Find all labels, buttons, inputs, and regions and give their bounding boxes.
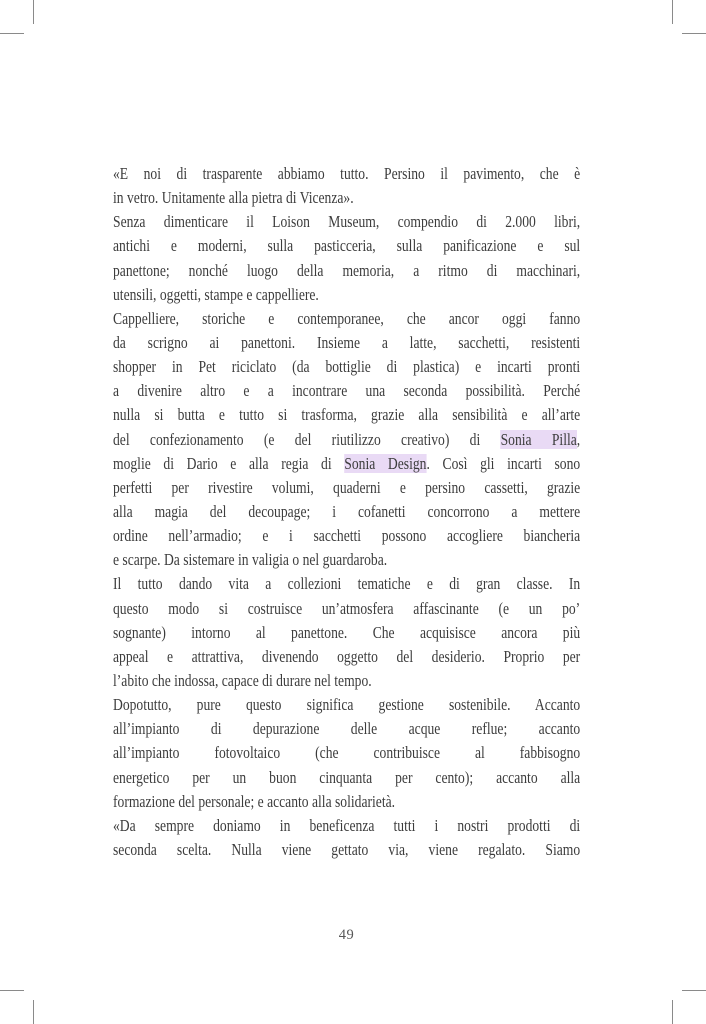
text-line: formazione del personale; e accanto alla solidarietà. — [113, 791, 396, 811]
crop-mark-top-left-vertical — [33, 0, 34, 24]
text-line: panettone; nonché luogo della memoria, a ritmo di macchinari, — [113, 260, 581, 280]
text-line: appeal e attrattiva, divenendo oggetto del desiderio. Proprio per — [113, 646, 581, 666]
crop-mark-top-right-horizontal — [682, 33, 706, 34]
text-line: seconda scelta. Nulla viene gettato via, viene regalato. Siamo — [113, 839, 581, 859]
text-line: «Da sempre doniamo in beneficenza tutti i nostri prodotti di — [113, 815, 581, 835]
text-line: Il tutto dando vita a collezioni tematiche e di gran classe. In — [113, 574, 581, 594]
text-line: all’impianto di depurazione delle acque reflue; accanto — [113, 719, 581, 739]
crop-mark-bottom-left-vertical — [33, 1000, 34, 1024]
text-line: alla magia del decoupage; i cofanetti concorrono a mettere — [113, 501, 581, 521]
text-line: antichi e moderni, sulla pasticceria, sulla panificazione e sul — [113, 236, 581, 256]
body-text — [113, 162, 580, 862]
text-line: shopper in Pet riciclato (da bottiglie di plastica) e incarti pronti — [113, 357, 581, 377]
text-line: e scarpe. Da sistemare in valigia o nel guardaroba. — [113, 550, 388, 570]
text-line: da scrigno ai panettoni. Insieme a latte, sacchetti, resistenti — [113, 332, 581, 352]
text-line: Senza dimenticare il Loison Museum, compendio di 2.000 libri, — [113, 212, 581, 232]
text-line: moglie di Dario e alla regia di Sonia Design. Così gli incarti sono — [113, 453, 581, 473]
highlight: Sonia Pilla — [500, 429, 577, 449]
text-line: in vetro. Unitamente alla pietra di Vicenza». — [113, 188, 354, 208]
text-line: nulla si butta e tutto si trasforma, grazie alla sensibilità e all’arte — [113, 405, 581, 425]
text-line: energetico per un buon cinquanta per cento); accanto alla — [113, 767, 581, 787]
crop-mark-bottom-right-horizontal — [682, 990, 706, 991]
text-line: utensili, oggetti, stampe e cappelliere. — [113, 284, 319, 304]
text-line: sognante) intorno al panettone. Che acquisisce ancora più — [113, 622, 581, 642]
crop-mark-bottom-left-horizontal — [0, 990, 24, 991]
highlight: Sonia Design — [344, 453, 427, 473]
text-line: all’impianto fotovoltaico (che contribuisce al fabbisogno — [113, 743, 581, 763]
text-line: l’abito che indossa, capace di durare nel tempo. — [113, 670, 372, 690]
text-line: ordine nell’armadio; e i sacchetti possono accogliere biancheria — [113, 526, 581, 546]
text-line: del confezionamento (e del riutilizzo creativo) di Sonia Pilla, — [113, 429, 581, 449]
text-line: a divenire altro e a incontrare una seconda possibilità. Perché — [113, 381, 581, 401]
crop-mark-top-right-vertical — [672, 0, 673, 24]
text-line: questo modo si costruisce un’atmosfera affascinante (e un po’ — [113, 598, 581, 618]
text-line: Dopotutto, pure questo significa gestione sostenibile. Accanto — [113, 695, 581, 715]
text-line: Cappelliere, storiche e contemporanee, che ancor oggi fanno — [113, 308, 581, 328]
crop-mark-top-left-horizontal — [0, 33, 24, 34]
crop-mark-bottom-right-vertical — [672, 1000, 673, 1024]
text-line: «E noi di trasparente abbiamo tutto. Persino il pavimento, che è — [113, 164, 581, 183]
text-line: perfetti per rivestire volumi, quaderni e persino cassetti, grazie — [113, 477, 581, 497]
page-number: 49 — [338, 927, 355, 943]
